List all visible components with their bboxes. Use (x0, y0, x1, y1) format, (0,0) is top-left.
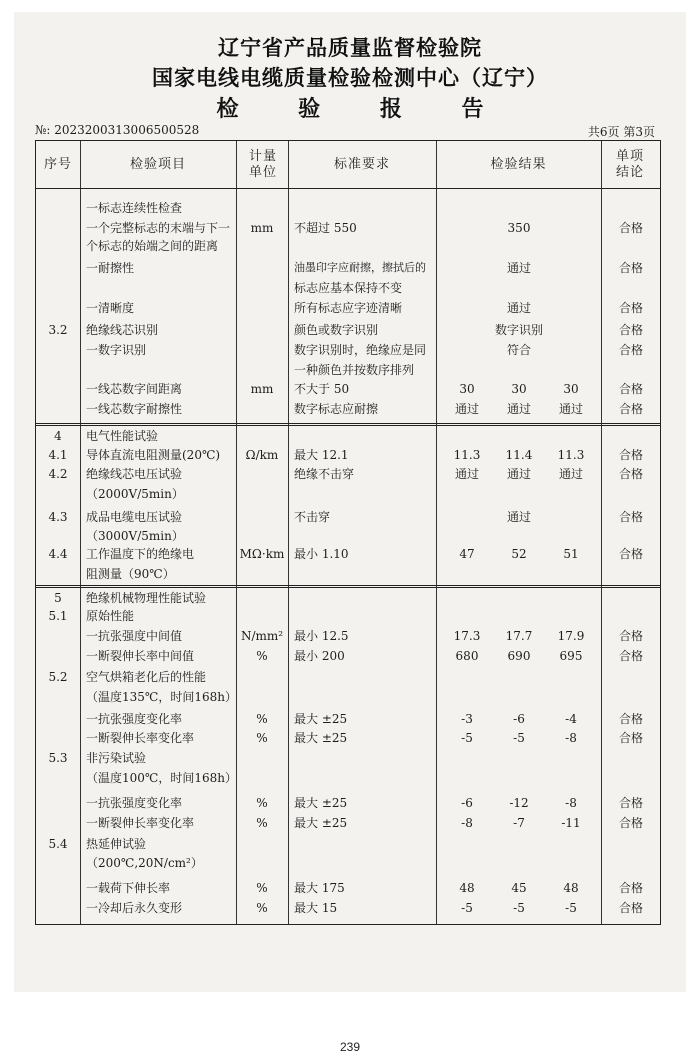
cell-verdict: 合格 (618, 467, 643, 481)
cell-req: 不超过 550 (294, 221, 357, 235)
cell-req: 最小 200 (294, 649, 345, 663)
cell-item: （200℃,20N/cm²） (86, 856, 203, 870)
cell-unit: MΩ·km (239, 547, 285, 561)
cell-seq: 5.3 (48, 751, 68, 765)
cell-item: 个标志的始端之间的距离 (86, 239, 219, 253)
cell-unit: mm (250, 382, 274, 396)
cell-unit: % (256, 881, 268, 895)
cell-item: （温度100℃，时间168h） (86, 771, 237, 785)
cell-seq: 5.2 (48, 670, 68, 684)
cell-r2: 通过 (506, 301, 531, 315)
cell-item: 绝缘线芯电压试验 (86, 467, 183, 481)
cell-r2: 350 (507, 221, 531, 235)
cell-verdict: 合格 (618, 402, 643, 416)
cell-verdict: 合格 (618, 547, 643, 561)
section-divider-4 (36, 423, 660, 426)
cell-unit: N/mm² (240, 629, 284, 643)
cell-unit: % (256, 901, 268, 915)
cell-verdict: 合格 (618, 448, 643, 462)
cell-r2: 11.4 (505, 448, 533, 462)
column-divider (80, 141, 81, 924)
cell-r1: 47 (459, 547, 475, 561)
institute-title: 辽宁省产品质量监督检验院 (218, 35, 482, 60)
cell-item: 非污染试验 (86, 751, 147, 765)
cell-r2: 690 (507, 649, 531, 663)
cell-item: 一断裂伸长率中间值 (86, 649, 195, 663)
cell-r2: -12 (509, 796, 529, 810)
cell-req: 最小 12.5 (294, 629, 349, 643)
cell-r1: -5 (461, 731, 473, 745)
center-title: 国家电线电缆质量检验检测中心（辽宁） (152, 65, 548, 90)
cell-item: 一抗张强度变化率 (86, 796, 183, 810)
cell-r1: 48 (459, 881, 475, 895)
cell-unit: % (256, 649, 268, 663)
cell-item: 阻测量（90℃） (86, 567, 175, 581)
cell-item: 绝缘机械物理性能试验 (86, 591, 207, 605)
cell-item: 成品电缆电压试验 (86, 510, 183, 524)
column-divider (288, 141, 289, 924)
cell-r2: 52 (511, 547, 527, 561)
col-header-unit: 计量单位 (249, 149, 278, 180)
cell-req: 不大于 50 (294, 382, 350, 396)
cell-r2: 45 (511, 881, 527, 895)
cell-r3: -11 (561, 816, 581, 830)
cell-r2: 通过 (506, 467, 531, 481)
cell-req: 最大 ±25 (294, 816, 348, 830)
cell-req: 所有标志应字迹清晰 (294, 301, 403, 315)
cell-seq: 4.1 (48, 448, 68, 462)
cell-r1: -5 (461, 901, 473, 915)
cell-item: 导体直流电阻测量(20℃) (86, 448, 221, 462)
cell-r1: -3 (461, 712, 473, 726)
cell-item: 一抗张强度变化率 (86, 712, 183, 726)
page-count: 共6页 第3页 (587, 125, 655, 139)
cell-req: 最大 175 (294, 881, 345, 895)
cell-seq: 4.3 (48, 510, 68, 524)
cell-verdict: 合格 (618, 343, 643, 357)
cell-unit: % (256, 712, 268, 726)
cell-req: 油墨印字应耐擦，擦拭后的 (294, 261, 426, 274)
cell-r1: 17.3 (453, 629, 481, 643)
column-divider (436, 141, 437, 924)
cell-verdict: 合格 (618, 731, 643, 745)
cell-item: 一线芯数字间距离 (86, 382, 183, 396)
inspection-table (35, 140, 661, 925)
cell-seq: 3.2 (48, 323, 68, 337)
cell-r3: 通过 (558, 467, 583, 481)
cell-verdict: 合格 (618, 323, 643, 337)
cell-r3: -5 (565, 901, 577, 915)
cell-unit: % (256, 816, 268, 830)
serial-number: №: 2023200313006500528 (35, 123, 200, 137)
cell-verdict: 合格 (618, 382, 643, 396)
cell-item: 一线芯数字耐擦性 (86, 402, 183, 416)
cell-req: 颜色或数字识别 (294, 323, 379, 337)
cell-r3: -8 (565, 796, 577, 810)
cell-req: 标志应基本保持不变 (294, 281, 403, 295)
cell-r2: 符合 (506, 343, 531, 357)
cell-verdict: 合格 (618, 901, 643, 915)
col-header-verdict: 单项结论 (616, 149, 645, 180)
cell-item: （3000V/5min） (86, 529, 184, 543)
cell-req: 最大 ±25 (294, 796, 348, 810)
cell-r3: 30 (563, 382, 579, 396)
cell-r3: -8 (565, 731, 577, 745)
section-divider-5 (36, 585, 660, 588)
cell-r1: 680 (455, 649, 479, 663)
cell-item: 一清晰度 (86, 301, 135, 315)
cell-item: 电气性能试验 (86, 429, 159, 443)
cell-req: 最大 15 (294, 901, 338, 915)
cell-verdict: 合格 (618, 712, 643, 726)
cell-r2: -5 (513, 731, 525, 745)
cell-item: 一标志连续性检查 (86, 201, 183, 215)
cell-req: 数字标志应耐擦 (294, 402, 379, 416)
header-divider (36, 188, 660, 189)
cell-r3: 695 (559, 649, 583, 663)
cell-verdict: 合格 (618, 221, 643, 235)
cell-item: 一个完整标志的末端与下一 (86, 221, 231, 235)
cell-req: 数字识别时，绝缘应是同 (294, 343, 427, 357)
cell-item: 一载荷下伸长率 (86, 881, 171, 895)
cell-verdict: 合格 (618, 796, 643, 810)
cell-r2: 通过 (506, 402, 531, 416)
cell-verdict: 合格 (618, 510, 643, 524)
cell-req: 最大 12.1 (294, 448, 349, 462)
cell-item: 热延伸试验 (86, 837, 147, 851)
cell-r1: 11.3 (453, 448, 481, 462)
cell-r2: 通过 (506, 510, 531, 524)
cell-seq: 5.4 (48, 837, 68, 851)
cell-r1: -6 (461, 796, 473, 810)
cell-r3: -4 (565, 712, 577, 726)
col-header-requirement: 标准要求 (333, 157, 390, 172)
cell-item: 原始性能 (86, 609, 135, 623)
cell-verdict: 合格 (618, 629, 643, 643)
cell-req: 最大 ±25 (294, 712, 348, 726)
cell-verdict: 合格 (618, 301, 643, 315)
cell-req: 最小 1.10 (294, 547, 349, 561)
cell-r3: 48 (563, 881, 579, 895)
cell-r3: 51 (563, 547, 579, 561)
cell-r2: 17.7 (505, 629, 533, 643)
cell-r2: -7 (513, 816, 525, 830)
cell-r1: 通过 (454, 402, 479, 416)
cell-verdict: 合格 (618, 649, 643, 663)
cell-verdict: 合格 (618, 881, 643, 895)
cell-item: 一数字识别 (86, 343, 147, 357)
cell-item: 一断裂伸长率变化率 (86, 816, 195, 830)
cell-unit: Ω/km (245, 448, 279, 462)
cell-seq: 4.2 (48, 467, 68, 481)
page-number: 239 (339, 1040, 361, 1054)
cell-r2: -5 (513, 901, 525, 915)
cell-seq: 4.4 (48, 547, 68, 561)
cell-verdict: 合格 (618, 261, 643, 275)
cell-item: 一冷却后永久变形 (86, 901, 183, 915)
cell-r2: 通过 (506, 261, 531, 275)
cell-unit: % (256, 731, 268, 745)
cell-seq: 5.1 (48, 609, 68, 623)
cell-r2: 30 (511, 382, 527, 396)
cell-seq: 5 (54, 591, 62, 605)
cell-unit: % (256, 796, 268, 810)
cell-r1: 通过 (454, 467, 479, 481)
cell-r3: 17.9 (557, 629, 585, 643)
report-title: 检 验 报 告 (216, 96, 510, 122)
cell-r2: 数字识别 (494, 323, 543, 337)
col-header-result: 检验结果 (490, 157, 547, 172)
cell-r3: 通过 (558, 402, 583, 416)
cell-r1: -8 (461, 816, 473, 830)
cell-item: 一断裂伸长率变化率 (86, 731, 195, 745)
cell-item: （温度135℃，时间168h） (86, 690, 237, 704)
cell-item: 空气烘箱老化后的性能 (86, 670, 207, 684)
cell-item: 一耐擦性 (86, 261, 135, 275)
cell-unit: mm (250, 221, 274, 235)
cell-item: 一抗张强度中间值 (86, 629, 183, 643)
cell-req: 最大 ±25 (294, 731, 348, 745)
cell-item: （2000V/5min） (86, 487, 184, 501)
cell-item: 绝缘线芯识别 (86, 323, 159, 337)
cell-req: 不击穿 (294, 510, 331, 524)
col-header-seq: 序号 (43, 157, 72, 172)
col-header-item: 检验项目 (129, 157, 186, 172)
cell-r1: 30 (459, 382, 475, 396)
cell-r2: -6 (513, 712, 525, 726)
cell-req: 绝缘不击穿 (294, 467, 355, 481)
cell-req: 一种颜色并按数序排列 (294, 363, 415, 377)
cell-item: 工作温度下的绝缘电 (86, 547, 195, 561)
cell-verdict: 合格 (618, 816, 643, 830)
cell-seq: 4 (54, 429, 62, 443)
cell-r3: 11.3 (557, 448, 585, 462)
